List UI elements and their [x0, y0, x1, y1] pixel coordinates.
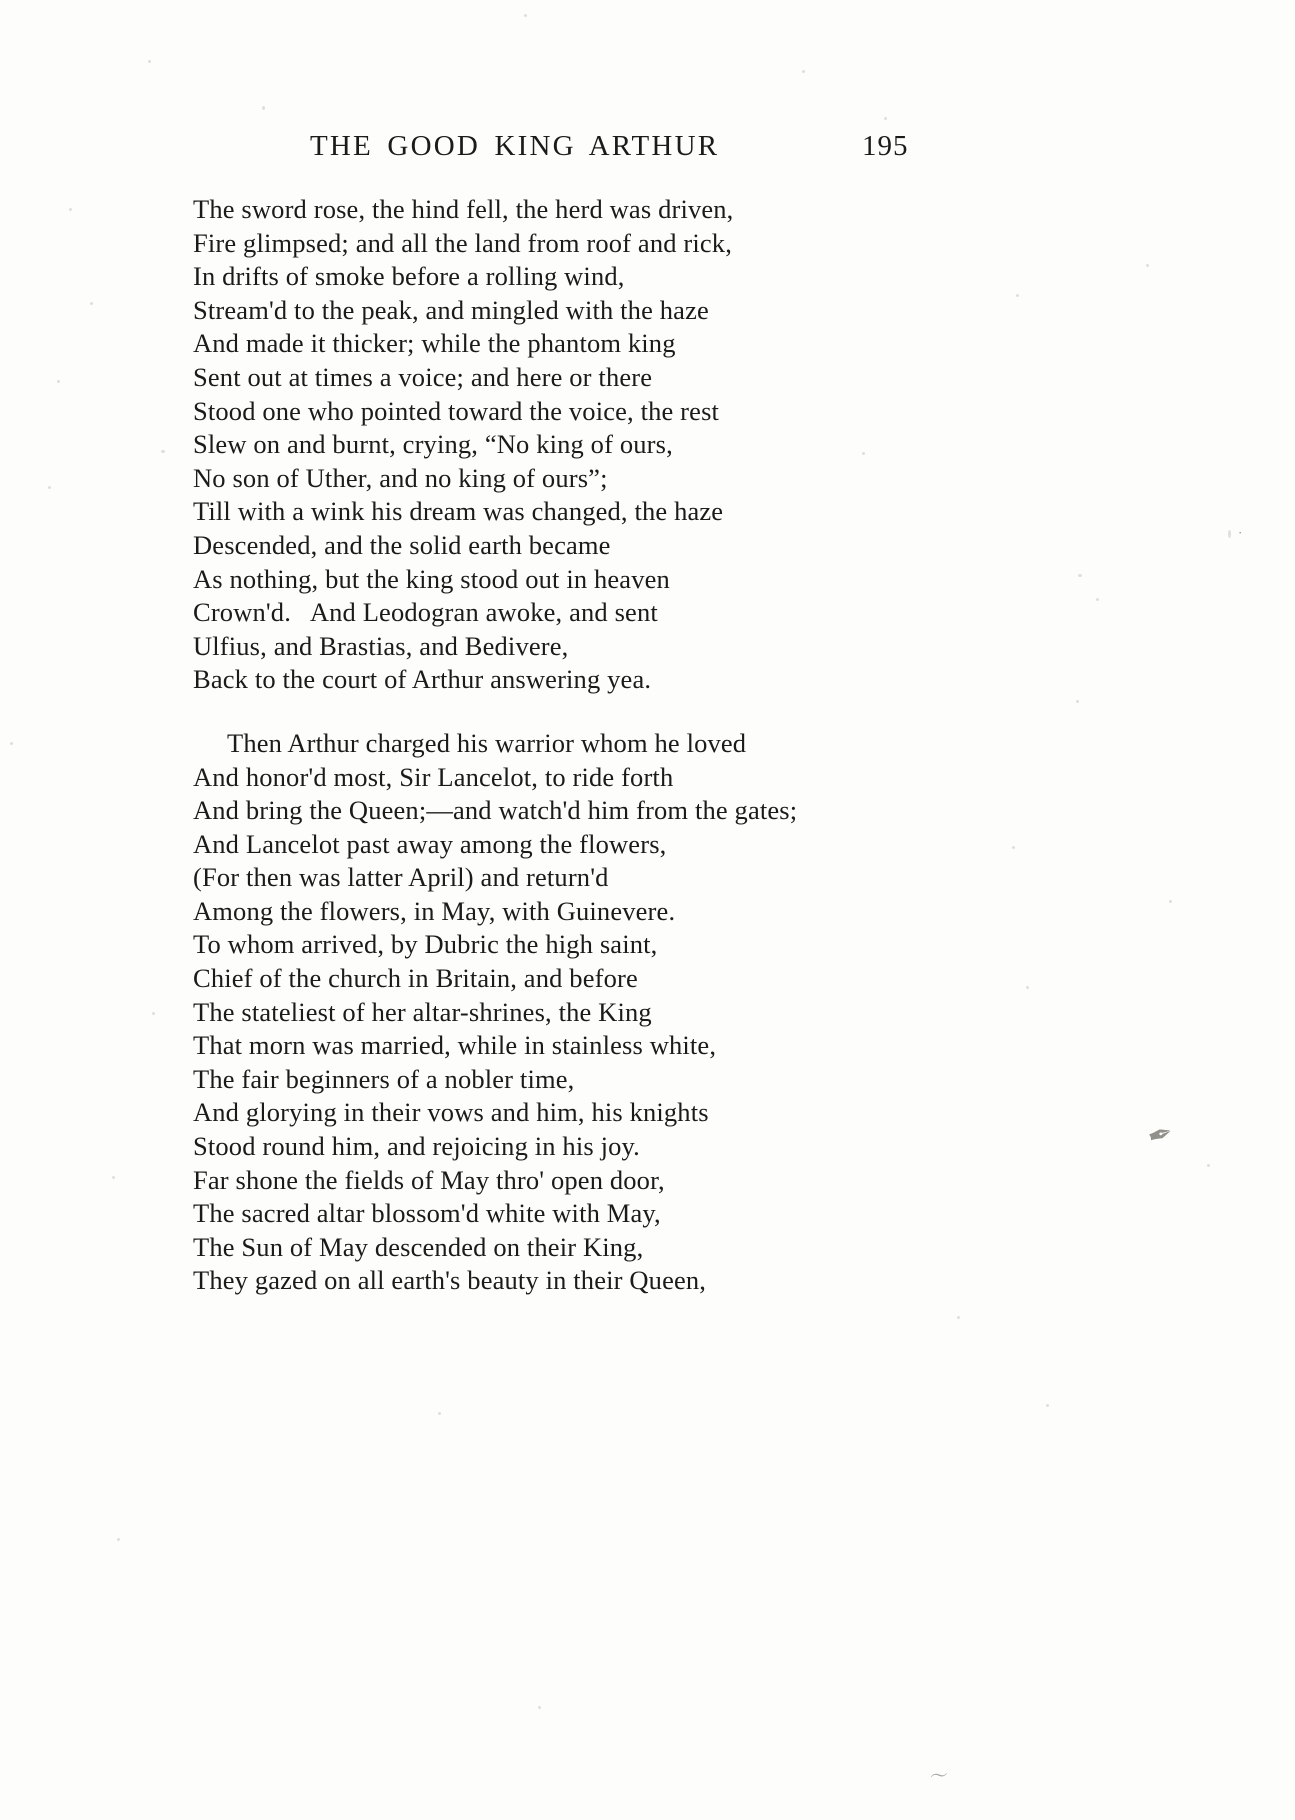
poem-line: Till with a wink his dream was changed, the haze: [193, 496, 724, 527]
poem-line: As nothing, but the king stood out in heaven: [193, 563, 670, 594]
poem-line: In drifts of smoke before a rolling wind,: [193, 261, 625, 292]
poem-body: [193, 193, 1053, 1298]
bottom-scribble-icon: 〜: [928, 1764, 950, 1788]
paper-speck: [10, 742, 13, 745]
poem-line: Then Arthur charged his warrior whom he loved: [227, 727, 747, 758]
poem-line: Descended, and the solid earth became: [193, 529, 611, 560]
paper-speck: [262, 106, 265, 110]
paper-speck: [69, 208, 72, 211]
poem-line: To whom arrived, by Dubric the high saint,: [193, 929, 658, 960]
paper-speck: [1169, 900, 1172, 903]
poem-line: Slew on and burnt, crying, “No king of ours,: [193, 429, 673, 460]
paper-speck: [57, 380, 60, 383]
margin-scribble-icon: ✒: [1143, 1115, 1178, 1156]
paper-speck: [48, 486, 51, 489]
poem-line: Ulfius, and Brastias, and Bedivere,: [193, 630, 569, 661]
paper-speck: [884, 117, 887, 120]
poem-line: Back to the court of Arthur answering yea.: [193, 664, 652, 695]
paper-speck: [148, 60, 151, 63]
poem-line: The fair beginners of a nobler time,: [193, 1063, 575, 1094]
running-head: [0, 130, 1295, 174]
paper-speck: [1207, 1164, 1210, 1167]
poem-line: Far shone the fields of May thro' open door,: [193, 1164, 665, 1195]
poem-line: Stream'd to the peak, and mingled with the haze: [193, 294, 709, 325]
paper-speck: [524, 14, 527, 17]
poem-line: The stateliest of her altar-shrines, the King: [193, 996, 652, 1027]
paper-speck: [802, 70, 805, 73]
poem-line: Stood round him, and rejoicing in his joy.: [193, 1131, 640, 1162]
margin-mark: ·: [1238, 525, 1243, 540]
poem-line: No son of Uther, and no king of ours”;: [193, 462, 608, 493]
paper-speck: [1096, 598, 1099, 601]
poem-line: That morn was married, while in stainless white,: [193, 1030, 717, 1061]
stanza: [193, 193, 1053, 697]
paper-speck: [112, 1176, 115, 1179]
paper-speck: [1046, 1404, 1049, 1407]
paper-speck: [117, 1538, 120, 1541]
poem-line: Sent out at times a voice; and here or there: [193, 361, 653, 392]
poem-line: And glorying in their vows and him, his knights: [193, 1097, 709, 1128]
poem-line: Stood one who pointed toward the voice, the rest: [193, 395, 720, 426]
poem-line: Fire glimpsed; and all the land from roof and rick,: [193, 227, 732, 258]
paper-speck: [538, 1706, 541, 1709]
stanza: [193, 727, 1053, 1298]
poem-line: And honor'd most, Sir Lancelot, to ride forth: [193, 761, 674, 792]
poem-line: The Sun of May descended on their King,: [193, 1231, 644, 1262]
poem-line: Crown'd. And Leodogran awoke, and sent: [193, 597, 658, 628]
poem-line: The sword rose, the hind fell, the herd was driven,: [193, 194, 734, 224]
poem-line: And Lancelot past away among the flowers,: [193, 828, 667, 859]
page-number: 195: [862, 130, 909, 162]
paper-speck: [161, 450, 165, 453]
paper-speck: [957, 1316, 960, 1319]
paper-speck: [90, 302, 93, 305]
poem-line: Among the flowers, in May, with Guinevere.: [193, 895, 676, 926]
poem-line: And made it thicker; while the phantom king: [193, 328, 676, 359]
poem-line: The sacred altar blossom'd white with May,: [193, 1198, 661, 1229]
poem-line: And bring the Queen;—and watch'd him from the gates;: [193, 795, 798, 826]
paper-speck: [1076, 700, 1079, 703]
paper-speck: [1228, 530, 1231, 538]
poem-line: Chief of the church in Britain, and before: [193, 963, 638, 994]
page-title: THE GOOD KING ARTHUR: [310, 130, 720, 162]
poem-line: (For then was latter April) and return'd: [193, 862, 609, 893]
paper-speck: [438, 1412, 441, 1415]
paper-speck: [1146, 264, 1149, 267]
paper-speck: [1078, 574, 1082, 577]
paper-speck: [152, 1012, 155, 1015]
poem-line: They gazed on all earth's beauty in their Queen,: [193, 1265, 707, 1296]
